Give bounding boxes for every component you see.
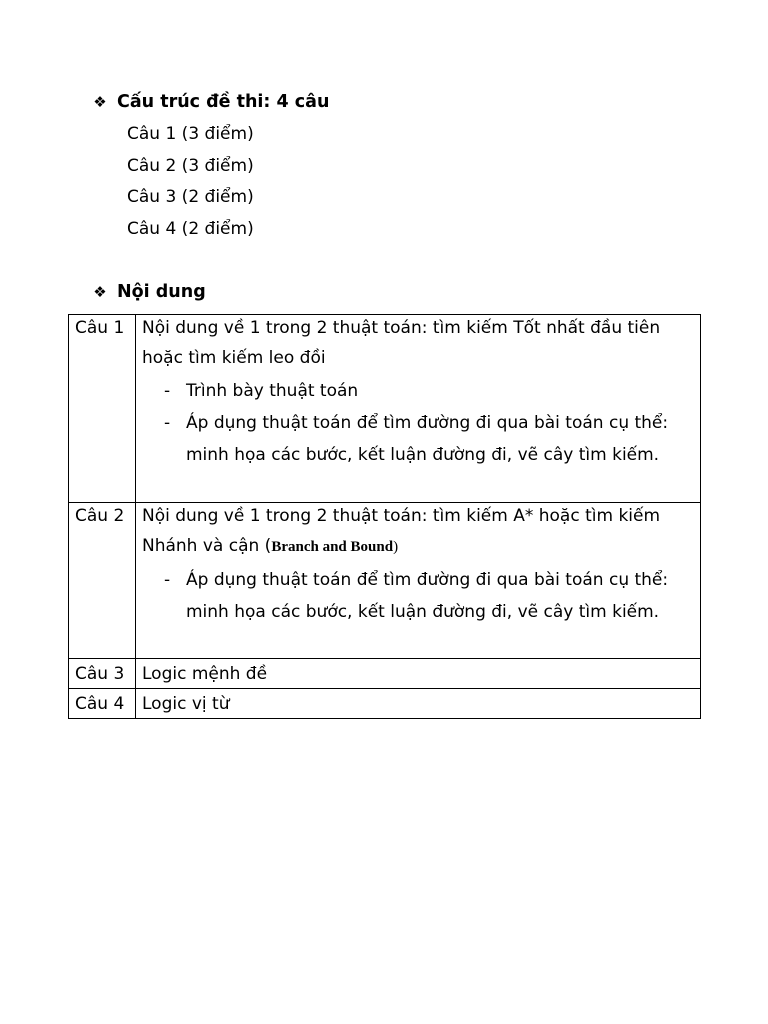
topic-text-cont: [142, 529, 694, 564]
topic-text: Logic vị từ: [142, 694, 230, 714]
topic-cell: [136, 689, 701, 719]
topic-cont-emphasis: Branch and Bound: [271, 539, 394, 555]
list-item: Câu 1 (3 điểm): [127, 124, 254, 144]
question-label: Câu 2: [75, 506, 125, 526]
content-heading-text: Nội dung: [117, 282, 206, 302]
table-row: [69, 689, 701, 719]
table-row: [69, 659, 701, 689]
structure-heading-text: Cấu trúc đề thi: 4 câu: [117, 92, 330, 112]
list-item: [142, 564, 694, 628]
topic-cell: [136, 315, 701, 503]
topic-text: Nội dung về 1 trong 2 thuật toán: tìm kiếm A* hoặc tìm kiếm: [142, 506, 661, 526]
list-item: [142, 375, 694, 407]
structure-heading: [92, 92, 329, 112]
topic-text: Logic mệnh đề: [142, 664, 268, 684]
content-table: [68, 314, 701, 719]
diamond-bullet-icon: ❖: [93, 93, 107, 111]
topic-cell: [136, 659, 701, 689]
content-heading: [92, 282, 206, 302]
list-item: Câu 3 (2 điểm): [127, 187, 254, 207]
list-item: Câu 4 (2 điểm): [127, 218, 254, 239]
question-cell: [69, 503, 136, 659]
question-cell: [69, 689, 136, 719]
topic-cell: [136, 503, 701, 659]
dash-bullet: -: [164, 413, 171, 433]
list-item: [142, 407, 694, 471]
sub-list: [142, 375, 694, 471]
diamond-bullet-icon: ❖: [93, 283, 107, 301]
bullet-text: Trình bày thuật toán: [186, 381, 359, 401]
bullet-text: Áp dụng thuật toán để tìm đường đi qua bài toán cụ thể: minh họa các bước, kết luận đường đi, vẽ cây tìm kiếm.: [186, 570, 669, 622]
table-row: [69, 503, 701, 659]
list-item: Câu 2 (3 điểm): [127, 155, 254, 176]
question-cell: [69, 315, 136, 503]
score-structure-list: [127, 123, 254, 249]
dash-bullet: -: [164, 570, 171, 590]
question-cell: [69, 659, 136, 689]
topic-text-cont: hoặc tìm kiếm leo đồi: [142, 348, 326, 368]
question-label: Câu 4: [75, 694, 125, 714]
bullet-text: Áp dụng thuật toán để tìm đường đi qua bài toán cụ thể: minh họa các bước, kết luận đường đi, vẽ cây tìm kiếm.: [186, 413, 669, 465]
table-row: [69, 315, 701, 503]
question-label: Câu 3: [75, 664, 125, 684]
sub-list: [142, 564, 694, 628]
dash-bullet: -: [164, 381, 171, 401]
topic-cont-suffix: ): [393, 539, 399, 555]
topic-text: Nội dung về 1 trong 2 thuật toán: tìm kiếm Tốt nhất đầu tiên: [142, 318, 661, 338]
question-label: Câu 1: [75, 318, 125, 338]
topic-cont-prefix: Nhánh và cận (: [142, 536, 272, 556]
